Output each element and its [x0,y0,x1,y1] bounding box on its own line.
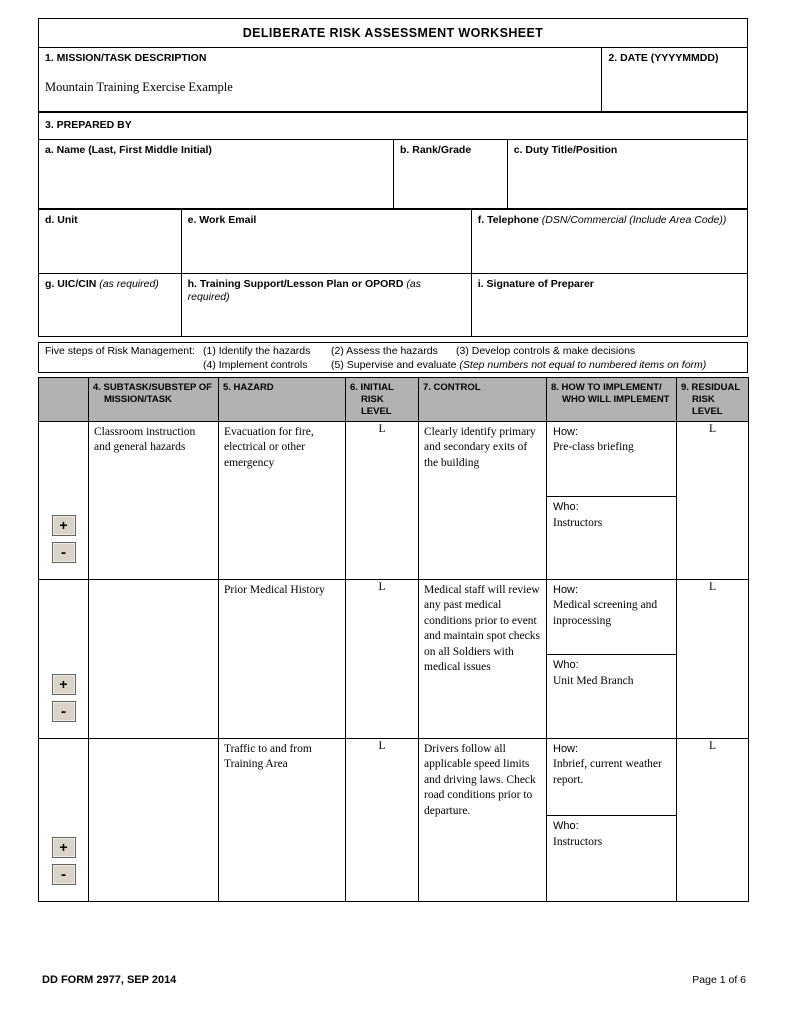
five-steps-step4: (4) Implement controls [203,358,308,371]
control-cell[interactable]: Drivers follow all applicable speed limits and driving laws. Check road conditions prior to departure. [419,738,547,901]
form-title-bar [38,18,748,48]
who-value: Unit Med Branch [553,675,634,688]
how-label: How: [553,583,579,596]
date-label: 2. DATE (YYYYMMDD) [608,52,719,64]
unit-email-telephone-row [38,208,748,274]
name-field[interactable] [39,140,394,208]
form-number: DD FORM 2977, SEP 2014 [42,974,177,986]
remove-row-button[interactable]: - [52,542,76,563]
training-plan-label: h. Training Support/Lesson Plan or OPORD (as required) [187,278,421,304]
who-section[interactable] [547,816,676,900]
who-value: Instructors [553,516,603,529]
table-header-row [39,378,749,422]
name-rank-duty-row [38,139,748,209]
work-email-field[interactable] [182,210,472,273]
row-buttons-cell [39,421,89,579]
hazard-cell[interactable]: Prior Medical History [219,579,346,738]
col-header-row-buttons [39,378,89,422]
how-value: Pre-class briefing [553,441,634,454]
col-header-initial-risk: 6. INITIAL RISK LEVEL [346,378,419,422]
how-section[interactable] [547,580,676,656]
unit-field[interactable] [39,210,182,273]
col-header-hazard: 5. HAZARD [219,378,346,422]
subtask-cell[interactable] [89,579,219,738]
how-who-cell [547,421,677,579]
add-row-button[interactable]: + [52,674,76,695]
date-field[interactable] [602,48,747,111]
how-label: How: [553,425,579,438]
mission-label: 1. MISSION/TASK DESCRIPTION [45,52,207,64]
duty-title-field[interactable] [508,140,747,208]
how-section[interactable] [547,739,676,817]
who-label: Who: [553,820,579,833]
initial-risk-cell[interactable]: L [346,738,419,901]
row-buttons-cell [39,579,89,738]
how-value: Medical screening and inprocessing [553,599,658,627]
mission-value: Mountain Training Exercise Example [45,80,233,95]
rank-label: b. Rank/Grade [399,144,472,156]
control-cell[interactable]: Medical staff will review any past medical conditions prior to event and maintain spot checks on all Soldiers with medical issues [419,579,547,738]
telephone-label: f. Telephone (DSN/Commercial (Include Area Code)) [477,214,727,226]
table-row [39,421,749,579]
remove-row-button[interactable]: - [52,864,76,885]
rank-field[interactable] [394,140,508,208]
col-header-control: 7. CONTROL [419,378,547,422]
initial-risk-cell[interactable]: L [346,421,419,579]
col-header-residual-risk: 9. RESIDUAL RISK LEVEL [677,378,749,422]
telephone-note: (DSN/Commercial (Include Area Code)) [541,214,727,226]
training-plan-field[interactable] [182,274,472,336]
who-section[interactable] [547,497,676,579]
col-header-how-who: 8. HOW TO IMPLEMENT/ WHO WILL IMPLEMENT [547,378,677,422]
mission-date-row [38,47,748,113]
how-who-cell [547,579,677,738]
risk-assessment-form [38,18,748,902]
control-cell[interactable]: Clearly identify primary and secondary exits of the building [419,421,547,579]
five-steps-step5: (5) Supervise and evaluate (Step numbers not equal to numbered items on form) [331,358,707,371]
risk-assessment-table [38,377,749,902]
signature-label: i. Signature of Preparer [477,278,594,290]
five-steps-parenthetical: (Step numbers not equal to numbered items on form) [459,358,707,371]
work-email-label: e. Work Email [187,214,257,226]
mission-field[interactable] [39,48,602,111]
who-section[interactable] [547,655,676,737]
hazard-cell[interactable]: Traffic to and from Training Area [219,738,346,901]
page-footer [38,974,748,986]
uic-cin-field[interactable] [39,274,182,336]
prepared-by-header [38,112,748,140]
how-who-cell [547,738,677,901]
duty-title-label: c. Duty Title/Position [513,144,618,156]
residual-risk-cell[interactable]: L [677,738,749,901]
uic-cin-label: g. UIC/CIN (as required) [45,278,159,290]
how-label: How: [553,742,579,755]
residual-risk-cell[interactable]: L [677,421,749,579]
page-indicator: Page 1 of 6 [692,974,746,986]
name-label: a. Name (Last, First Middle Initial) [45,144,212,156]
who-value: Instructors [553,836,603,849]
five-steps-step3: (3) Develop controls & make decisions [456,345,636,357]
add-row-button[interactable]: + [52,515,76,536]
telephone-field[interactable] [472,210,747,273]
uic-cin-note: (as required) [99,278,159,290]
who-label: Who: [553,659,579,672]
table-row [39,738,749,901]
signature-field[interactable] [472,274,747,336]
how-value: Inbrief, current weather report. [553,758,662,786]
residual-risk-cell[interactable]: L [677,579,749,738]
remove-row-button[interactable]: - [52,701,76,722]
subtask-cell[interactable]: Classroom instruction and general hazards [89,421,219,579]
row-buttons-cell [39,738,89,901]
col-header-subtask: 4. SUBTASK/SUBSTEP OF MISSION/TASK [89,378,219,422]
five-steps-note [38,342,748,373]
hazard-cell[interactable]: Evacuation for fire, electrical or other emergency [219,421,346,579]
prepared-by-label: 3. PREPARED BY [45,119,132,131]
uic-plan-signature-row [38,273,748,337]
add-row-button[interactable]: + [52,837,76,858]
table-row [39,579,749,738]
five-steps-intro: Five steps of Risk Management: [45,345,195,357]
initial-risk-cell[interactable]: L [346,579,419,738]
five-steps-step2: (2) Assess the hazards [331,345,438,357]
unit-label: d. Unit [45,214,78,226]
how-section[interactable] [547,422,676,497]
training-plan-note: (as required) [187,278,421,304]
five-steps-step1: (1) Identify the hazards [203,345,311,357]
subtask-cell[interactable] [89,738,219,901]
form-title: DELIBERATE RISK ASSESSMENT WORKSHEET [242,26,544,40]
who-label: Who: [553,500,579,513]
